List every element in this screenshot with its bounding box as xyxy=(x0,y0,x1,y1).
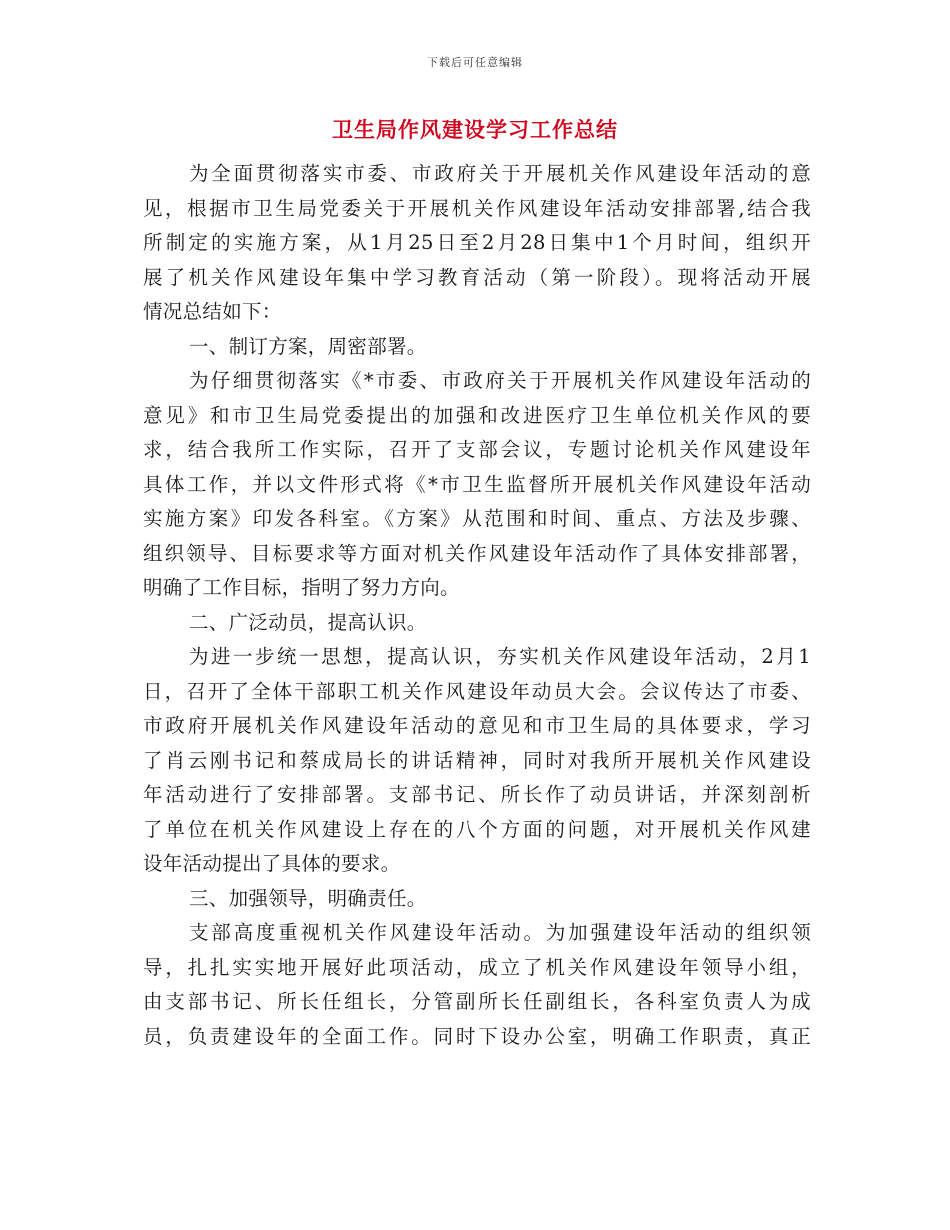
document-title: 卫生局作风建设学习工作总结 xyxy=(332,118,618,142)
text-line: 二、广泛动员，提高认识。 xyxy=(189,610,427,634)
text-line: 了肖云刚书记和蔡成局长的讲话精神，同时对我所开展机关作风建设 xyxy=(143,748,811,772)
text-line: 展了机关作风建设年集中学习教育活动（第一阶段）。现将活动开展 xyxy=(143,265,811,289)
header-note: 下载后可任意编辑 xyxy=(427,56,523,69)
text-line: 支部高度重视机关作风建设年活动。为加强建设年活动的组织领 xyxy=(189,921,811,944)
text-line: 了单位在机关作风建设上存在的八个方面的问题，对开展机关作风建 xyxy=(143,817,811,841)
text-line: 由支部书记、所长任组长，分管副所长任副组长，各科室负责人为成 xyxy=(143,990,811,1013)
text-line: 为仔细贯彻落实《*市委、市政府关于开展机关作风建设年活动的 xyxy=(189,369,811,392)
text-line: 一、制订方案，周密部署。 xyxy=(189,334,427,358)
text-line: 市政府开展机关作风建设年活动的意见和市卫生局的具体要求，学习 xyxy=(143,714,811,737)
text-line: 为全面贯彻落实市委、市政府关于开展机关作风建设年活动的意 xyxy=(189,162,811,185)
text-line: 实施方案》印发各科室。《方案》从范围和时间、重点、方法及步骤、 xyxy=(143,507,811,530)
text-line: 明确了工作目标，指明了努力方向。 xyxy=(143,576,460,599)
text-line: 年活动进行了安排部署。支部书记、所长作了动员讲话，并深刻剖析 xyxy=(143,783,811,806)
text-line: 具体工作，并以文件形式将《*市卫生监督所开展机关作风建设年活动 xyxy=(143,472,811,496)
text-line: 设年活动提出了具体的要求。 xyxy=(143,852,401,875)
text-line: 导，扎扎实实地开展好此项活动，成立了机关作风建设年领导小组， xyxy=(143,955,811,979)
text-line: 求，结合我所工作实际，召开了支部会议，专题讨论机关作风建设年 xyxy=(143,438,811,461)
document-body xyxy=(143,157,811,1054)
text-line: 所制定的实施方案，从1月25日至2月28日集中1个月时间，组织开 xyxy=(143,231,811,254)
text-line: 意见》和市卫生局党委提出的加强和改进医疗卫生单位机关作风的要 xyxy=(143,403,811,427)
text-line: 情况总结如下： xyxy=(143,300,282,323)
text-line: 见，根据市卫生局党委关于开展机关作风建设年活动安排部署,结合我 xyxy=(143,196,811,220)
text-line: 三、加强领导，明确责任。 xyxy=(189,886,427,910)
text-line: 日，召开了全体干部职工机关作风建设年动员大会。会议传达了市委、 xyxy=(143,679,811,703)
text-line: 为进一步统一思想，提高认识，夯实机关作风建设年活动，2月1 xyxy=(189,645,811,668)
text-line: 组织领导、目标要求等方面对机关作风建设年活动作了具体安排部署， xyxy=(143,541,811,565)
text-line: 员，负责建设年的全面工作。同时下设办公室，明确工作职责，真正 xyxy=(143,1024,811,1048)
